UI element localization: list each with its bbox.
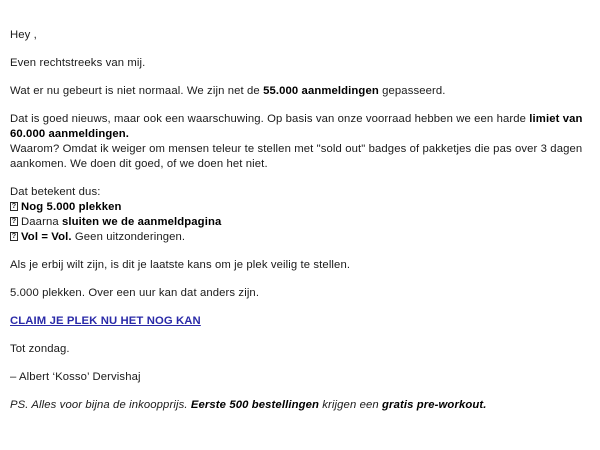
closing-line <box>10 342 590 357</box>
list-item <box>10 230 590 245</box>
scarcity-text: 5.000 plekken. Over een uur kan dat anders zijn. <box>10 287 260 299</box>
cta-paragraph <box>10 314 590 329</box>
missing-glyph-box-icon <box>10 232 18 241</box>
list-item <box>10 215 590 230</box>
missing-glyph-box-icon <box>10 217 18 226</box>
warning-paragraph <box>10 112 590 142</box>
milestone-signups-count: 55.000 aanmeldingen <box>263 85 379 97</box>
intro-text: Even rechtstreeks van mij. <box>10 57 146 69</box>
milestone-text-after: gepasseerd. <box>378 85 446 97</box>
scarcity-paragraph <box>10 286 590 301</box>
list-item-bold-text: sluiten we de aanmeldpagina <box>61 216 222 228</box>
list-item-plain-text: Geen uitzonderingen. <box>71 231 186 243</box>
intro-line <box>10 56 590 71</box>
ps-bold-offer: Eerste 500 bestellingen <box>190 399 320 411</box>
last-chance-text: Als je erbij wilt zijn, is dit je laatste kans om je plek veilig te stellen. <box>10 259 351 271</box>
greeting-text: Hey , <box>10 29 37 41</box>
greeting-line <box>10 28 590 43</box>
benefits-list-block <box>10 185 590 245</box>
list-item-lead-text: Daarna <box>21 216 62 228</box>
ps-paragraph <box>10 398 590 413</box>
milestone-paragraph <box>10 84 590 99</box>
ps-lead-text: PS. Alles voor bijna de inkoopprijs. <box>10 399 191 411</box>
why-paragraph <box>10 142 590 172</box>
list-heading-text: Dat betekent dus: <box>10 186 101 198</box>
list-heading <box>10 185 590 200</box>
warning-text-before: Dat is goed nieuws, maar ook een waarschuwing. Op basis van onze voorraad hebben we een harde <box>10 113 530 125</box>
signature-text: – Albert ‘Kosso’ Dervishaj <box>10 371 141 383</box>
ps-middle-text: krijgen een <box>319 399 383 411</box>
signature-line <box>10 370 590 385</box>
ps-bold-gift: gratis pre-workout. <box>382 399 487 411</box>
why-text: Waarom? Omdat ik weiger om mensen teleur te stellen met "sold out" badges of pakketjes die pas over 3 dagen aankomen. We doen dit goed, of we doen het niet. <box>10 143 583 170</box>
missing-glyph-box-icon <box>10 202 18 211</box>
claim-spot-link[interactable]: CLAIM JE PLEK NU HET NOG KAN <box>10 315 201 327</box>
milestone-text-before: Wat er nu gebeurt is niet normaal. We zijn net de <box>10 85 264 97</box>
last-chance-paragraph <box>10 258 590 273</box>
warning-limit-value: limiet van 60.000 aanmeldingen. <box>10 113 583 140</box>
list-item <box>10 200 590 215</box>
closing-text: Tot zondag. <box>10 343 70 355</box>
list-item-bold-text: Nog 5.000 plekken <box>21 201 122 213</box>
list-item-bold-text: Vol = Vol. <box>21 231 72 243</box>
